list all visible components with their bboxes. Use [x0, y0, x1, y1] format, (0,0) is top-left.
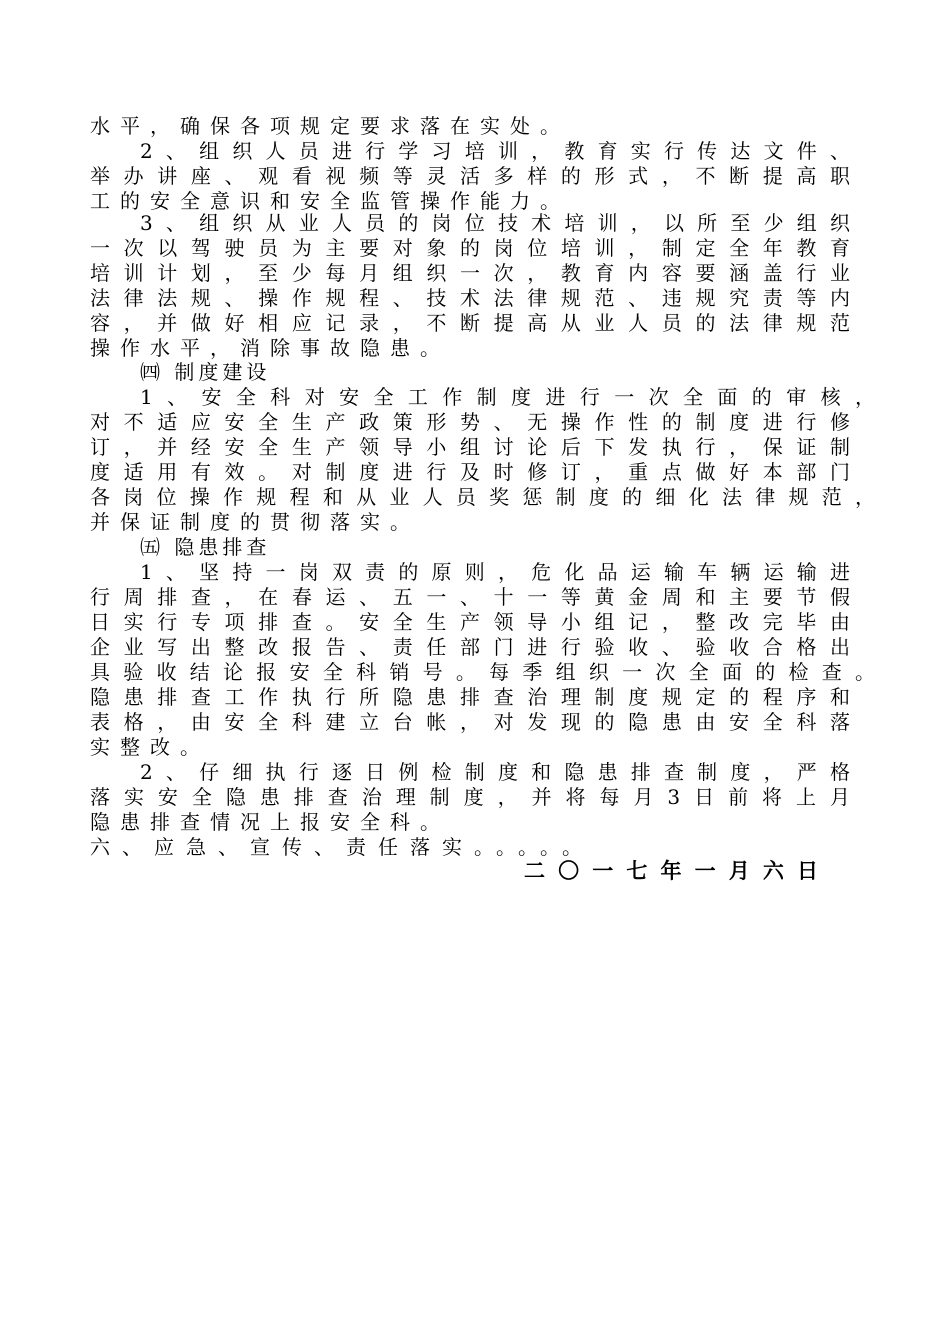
text-line: 实整改。 — [90, 735, 210, 759]
section-heading-4: ㈣ 制度建设 — [140, 360, 271, 384]
text-line: 容，并做好相应记录，不断提高从业人员的法律规范 — [90, 311, 850, 335]
text-line: 表格，由安全科建立台帐，对发现的隐患由安全科落 — [90, 710, 850, 734]
text-line: 六、应急、宣传、责任落实。。。。。 — [90, 835, 594, 859]
text-line: 落实安全隐患排查治理制度，并将每月3日前将上月 — [90, 785, 850, 809]
section-heading-5: ㈤ 隐患排查 — [140, 535, 271, 559]
text-line: 行周排查，在春运、五一、十一等黄金周和主要节假 — [90, 585, 850, 609]
text-line: 隐患排查情况上报安全科。 — [90, 810, 450, 834]
text-line: 并保证制度的贯彻落实。 — [90, 510, 420, 534]
text-line: 订，并经安全生产领导小组讨论后下发执行，保证制 — [90, 435, 850, 459]
text-line: 2、仔细执行逐日例检制度和隐患排查制度，严格 — [140, 760, 850, 784]
text-line: 举办讲座、观看视频等灵活多样的形式，不断提高职 — [90, 164, 850, 188]
text-line: 对不适应安全生产政策形势、无操作性的制度进行修 — [90, 410, 850, 434]
text-line: 一次以驾驶员为主要对象的岗位培训，制定全年教育 — [90, 236, 850, 260]
text-line: 1、坚持一岗双责的原则，危化品运输车辆运输进 — [140, 560, 850, 584]
text-line: 具验收结论报安全科销号。每季组织一次全面的检查。 — [90, 660, 875, 684]
text-line: 2、组织人员进行学习培训，教育实行传达文件、 — [140, 139, 850, 163]
text-line: 1、安全科对安全工作制度进行一次全面的审核， — [140, 385, 875, 409]
text-line: 操作水平，消除事故隐患。 — [90, 336, 450, 360]
text-line: 各岗位操作规程和从业人员奖惩制度的细化法律规范， — [90, 485, 875, 509]
text-line: 法律法规、操作规程、技术法律规范、违规究责等内 — [90, 286, 850, 310]
text-line: 隐患排查工作执行所隐患排查治理制度规定的程序和 — [90, 685, 850, 709]
text-line: 培训计划，至少每月组织一次，教育内容要涵盖行业 — [90, 261, 850, 285]
text-line: 3、组织从业人员的岗位技术培训，以所至少组织 — [140, 211, 850, 235]
text-line: 日实行专项排查。安全生产领导小组记，整改完毕由 — [90, 610, 850, 634]
text-line: 工的安全意识和安全监管操作能力。 — [90, 189, 570, 213]
text-line: 水平，确保各项规定要求落在实处。 — [90, 114, 570, 138]
text-line: 企业写出整改报告、责任部门进行验收、验收合格出 — [90, 635, 850, 659]
text-line: 度适用有效。对制度进行及时修订，重点做好本部门 — [90, 460, 850, 484]
document-date: 二〇一七年一月六日 — [524, 858, 818, 883]
